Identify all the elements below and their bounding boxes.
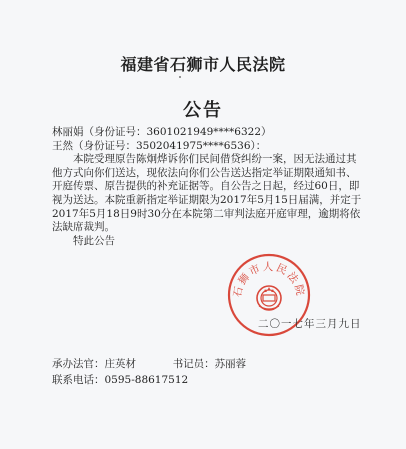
clerk-label: 书记员：苏丽蓉 xyxy=(172,358,247,370)
judge-label: 承办法官：庄英材 xyxy=(52,358,136,370)
main-paragraph: 本院受理原告陈炯烨诉你们民间借贷纠纷一案，因无法通过其他方式向你们送达，现依法向你们公告送达指定举证期限通知书、开庭传票、原告提供的补充证据等。自公告之日起，经过60日，即视为送达。本院重新指定举证期限为2017年5月15日届满，并定于2017年5月18日9时30分在本院第二审判法庭开庭审理，逾期将依法缺席裁判。 xyxy=(52,153,362,234)
contact-footer xyxy=(52,356,246,388)
notice-body xyxy=(52,126,362,248)
party-1: 林丽娟（身份证号：3601021949****6322） xyxy=(52,126,272,138)
seal-text: 石狮市人民法院 xyxy=(231,261,307,299)
notice-title: 公告 xyxy=(183,100,223,121)
closing-line: 特此公告 xyxy=(73,234,115,247)
party-2: 王然（身份证号：3502041975****6536）： xyxy=(52,139,267,152)
national-emblem-icon xyxy=(257,286,281,310)
phone-label: 联系电话：0595-88617512 xyxy=(52,374,189,386)
notice-date: 二〇一七年三月九日 xyxy=(258,318,362,330)
ink-dot xyxy=(179,76,181,78)
court-name: 福建省石狮市人民法院 xyxy=(120,55,286,74)
